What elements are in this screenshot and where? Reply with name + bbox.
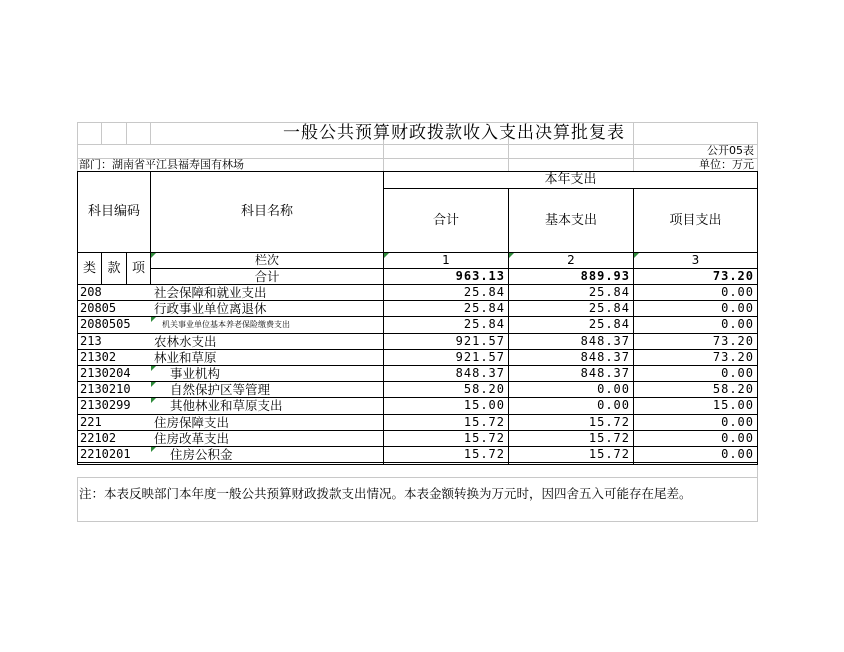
row-project: 0.00 [721,430,754,445]
row-project: 0.00 [721,447,754,461]
row-project: 15.00 [712,398,754,413]
department-label: 部门：湖南省平江县福寿国有林场 [79,158,244,171]
row-name: 事业机构 [151,366,383,381]
row-code: 2130299 [80,398,131,413]
row-basic: 15.72 [588,447,630,461]
totals-total: 963.13 [455,269,505,283]
row-total: 921.57 [455,349,505,364]
table-row [77,334,758,350]
row-code: 2210201 [80,447,131,461]
header-lei: 类 [82,261,96,276]
table-row [77,415,758,431]
row-name: 农林水支出 [154,333,217,349]
row-project: 0.00 [721,414,754,429]
header-current-year-expenditure: 本年支出 [544,172,597,187]
header-column-no: 栏次 [151,253,383,268]
header-basic-expenditure: 基本支出 [544,213,597,228]
header-subject-name: 科目名称 [240,204,293,219]
row-project: 73.20 [712,349,754,364]
table-row [77,431,758,447]
row-code: 21302 [80,349,117,364]
row-name: 行政事业单位离退休 [154,301,267,317]
row-basic: 0.00 [597,382,630,397]
row-name: 住房保障支出 [154,414,230,430]
table-row [77,301,758,317]
row-code: 2130204 [80,366,131,380]
header-project-expenditure: 项目支出 [669,213,722,228]
row-divider [77,462,758,463]
row-basic: 25.84 [588,285,630,299]
row-name: 林业和草原 [154,349,217,365]
row-total: 15.00 [463,398,505,413]
row-code: 22102 [80,430,117,445]
table-number: 公开05表 [707,144,754,157]
row-code: 213 [80,333,102,348]
column-no-3: 3 [634,253,757,268]
footnote: 注：本表反映部门本年度一般公共预算财政拨款支出情况。本表金额转换为万元时，因四舍五入可能存在尾差。 [79,486,692,501]
row-name: 其他林业和草原支出 [151,398,383,413]
row-code: 20805 [80,301,117,316]
row-total: 58.20 [463,382,505,397]
row-basic: 15.72 [588,414,630,429]
header-xiang: 项 [131,261,145,276]
row-total: 921.57 [455,333,505,348]
row-basic: 15.72 [588,430,630,445]
row-code: 2080505 [80,317,131,332]
row-project: 0.00 [721,301,754,316]
totals-label: 合计 [254,269,280,284]
header-total: 合计 [432,213,459,228]
row-name: 机关事业单位基本养老保险缴费支出 [151,317,383,332]
header-subject-code: 科目编码 [87,204,140,219]
row-code: 208 [80,285,102,299]
table-row [77,398,758,414]
row-basic: 848.37 [580,349,630,364]
totals-project: 73.20 [712,269,754,283]
row-total: 25.84 [463,285,505,299]
column-no-1: 1 [384,253,508,268]
totals-basic: 889.93 [580,269,630,283]
row-basic: 25.84 [588,301,630,316]
row-total: 25.84 [463,301,505,316]
row-code: 2130210 [80,382,131,397]
row-name: 住房改革支出 [154,430,230,446]
row-project: 58.20 [712,382,754,397]
row-project: 0.00 [721,285,754,299]
row-total: 15.72 [463,447,505,461]
row-basic: 0.00 [597,398,630,413]
table-title: 一般公共预算财政拨款收入支出决算批复表 [283,123,625,143]
row-project: 0.00 [721,317,754,332]
table-row [77,447,758,463]
row-basic: 848.37 [580,333,630,348]
table-row [77,366,758,382]
row-name: 住房公积金 [151,447,383,462]
header-kuan: 款 [107,261,121,276]
table-row [77,285,758,301]
row-code: 221 [80,414,102,429]
table-row [77,317,758,333]
table-row [77,382,758,398]
row-basic: 25.84 [588,317,630,332]
row-total: 15.72 [463,430,505,445]
table-row [77,350,758,366]
column-no-2: 2 [509,253,633,268]
row-total: 15.72 [463,414,505,429]
row-name: 自然保护区等管理 [151,382,383,397]
unit-label: 单位：万元 [699,158,754,171]
row-basic: 848.37 [580,366,630,380]
row-name: 社会保障和就业支出 [154,285,267,300]
row-project: 73.20 [712,333,754,348]
row-total: 25.84 [463,317,505,332]
row-project: 0.00 [721,366,754,380]
row-total: 848.37 [455,366,505,380]
